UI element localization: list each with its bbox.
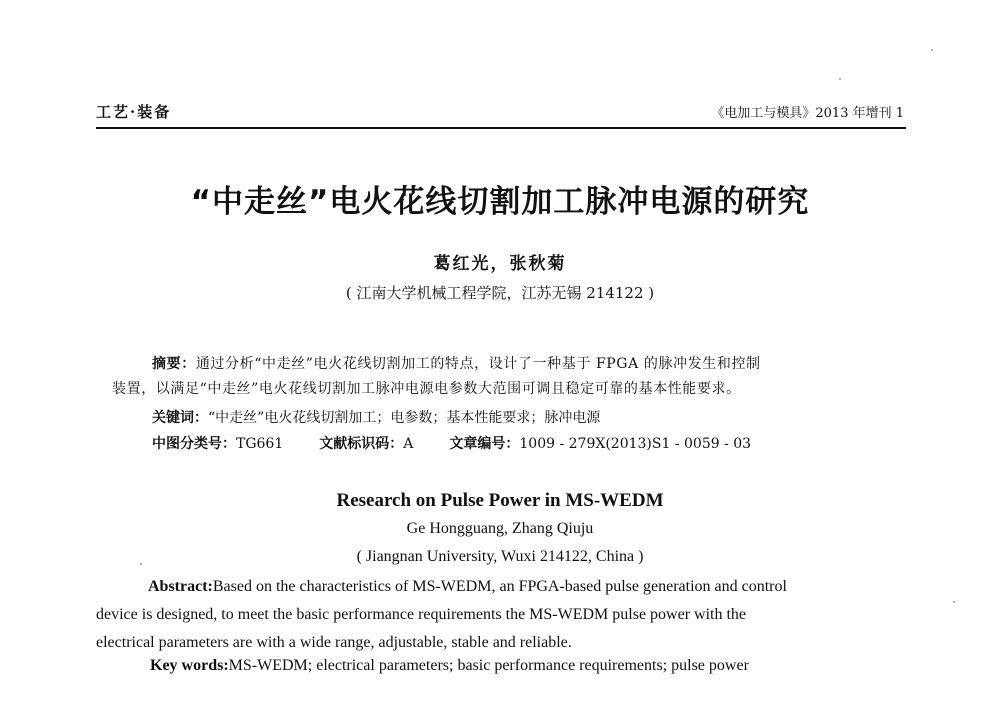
doc-code-label: 文献标识码：	[319, 436, 404, 452]
english-authors: Ge Hongguang, Zhang Qiuju	[406, 520, 594, 537]
classification-line	[152, 433, 751, 453]
chinese-keywords	[152, 407, 600, 427]
scan-speck	[931, 49, 933, 51]
running-header	[96, 101, 904, 123]
chinese-abstract-label: 摘要：	[152, 356, 196, 372]
section-label: 工艺·装备	[96, 103, 172, 121]
article-number-value: 1009 - 279X(2013)S1 - 0059 - 03	[519, 436, 752, 452]
english-abstract-line-2: device is designed, to meet the basic performance requirements the MS-WEDM pulse power with the	[96, 606, 747, 623]
english-abstract	[96, 573, 904, 657]
english-keywords	[150, 657, 749, 675]
paper-affiliation: ( 江南大学机械工程学院，江苏无锡 214122 )	[345, 284, 655, 302]
clc-label: 中图分类号：	[152, 436, 236, 452]
chinese-keywords-text: “中走丝”电火花线切割加工；电参数；基本性能要求；脉冲电源	[208, 410, 601, 426]
chinese-abstract	[112, 352, 892, 402]
doc-code-value: A	[403, 436, 414, 452]
english-keywords-text: MS-WEDM; electrical parameters; basic performance requirements; pulse power	[228, 657, 749, 674]
scan-speck	[953, 601, 955, 603]
chinese-abstract-text-1: 通过分析“中走丝”电火花线切割加工的特点，设计了一种基于 FPGA 的脉冲发生和控制	[195, 356, 761, 372]
article-number-label: 文章编号：	[449, 436, 520, 452]
chinese-keywords-label: 关键词：	[152, 410, 208, 426]
paper-title: “中走丝”电火花线切割加工脉冲电源的研究	[190, 184, 810, 220]
paper-authors: 葛红光，张秋菊	[433, 254, 567, 274]
english-abstract-line-1	[96, 573, 904, 601]
clc-value: TG661	[236, 436, 284, 452]
english-abstract-line-3: electrical parameters are with a wide range, adjustable, stable and reliable.	[96, 634, 572, 651]
english-abstract-label: Abstract:	[148, 578, 213, 595]
header-rule	[96, 127, 906, 129]
english-keywords-label: Key words:	[150, 657, 229, 674]
english-affiliation: ( Jiangnan University, Wuxi 214122, China )	[356, 548, 644, 565]
chinese-abstract-line-1	[112, 352, 892, 377]
english-abstract-text-1: Based on the characteristics of MS-WEDM, an FPGA-based pulse generation and control	[212, 578, 787, 595]
scan-speck	[839, 78, 841, 80]
chinese-abstract-line-2: 装置，以满足“中走丝”电火花线切割加工脉冲电源电参数大范围可调且稳定可靠的基本性能要求。	[112, 381, 741, 397]
english-title: Research on Pulse Power in MS-WEDM	[336, 490, 664, 511]
journal-issue: 《电加工与模具》2013 年增刊 1	[711, 106, 904, 121]
scan-speck	[140, 563, 142, 565]
